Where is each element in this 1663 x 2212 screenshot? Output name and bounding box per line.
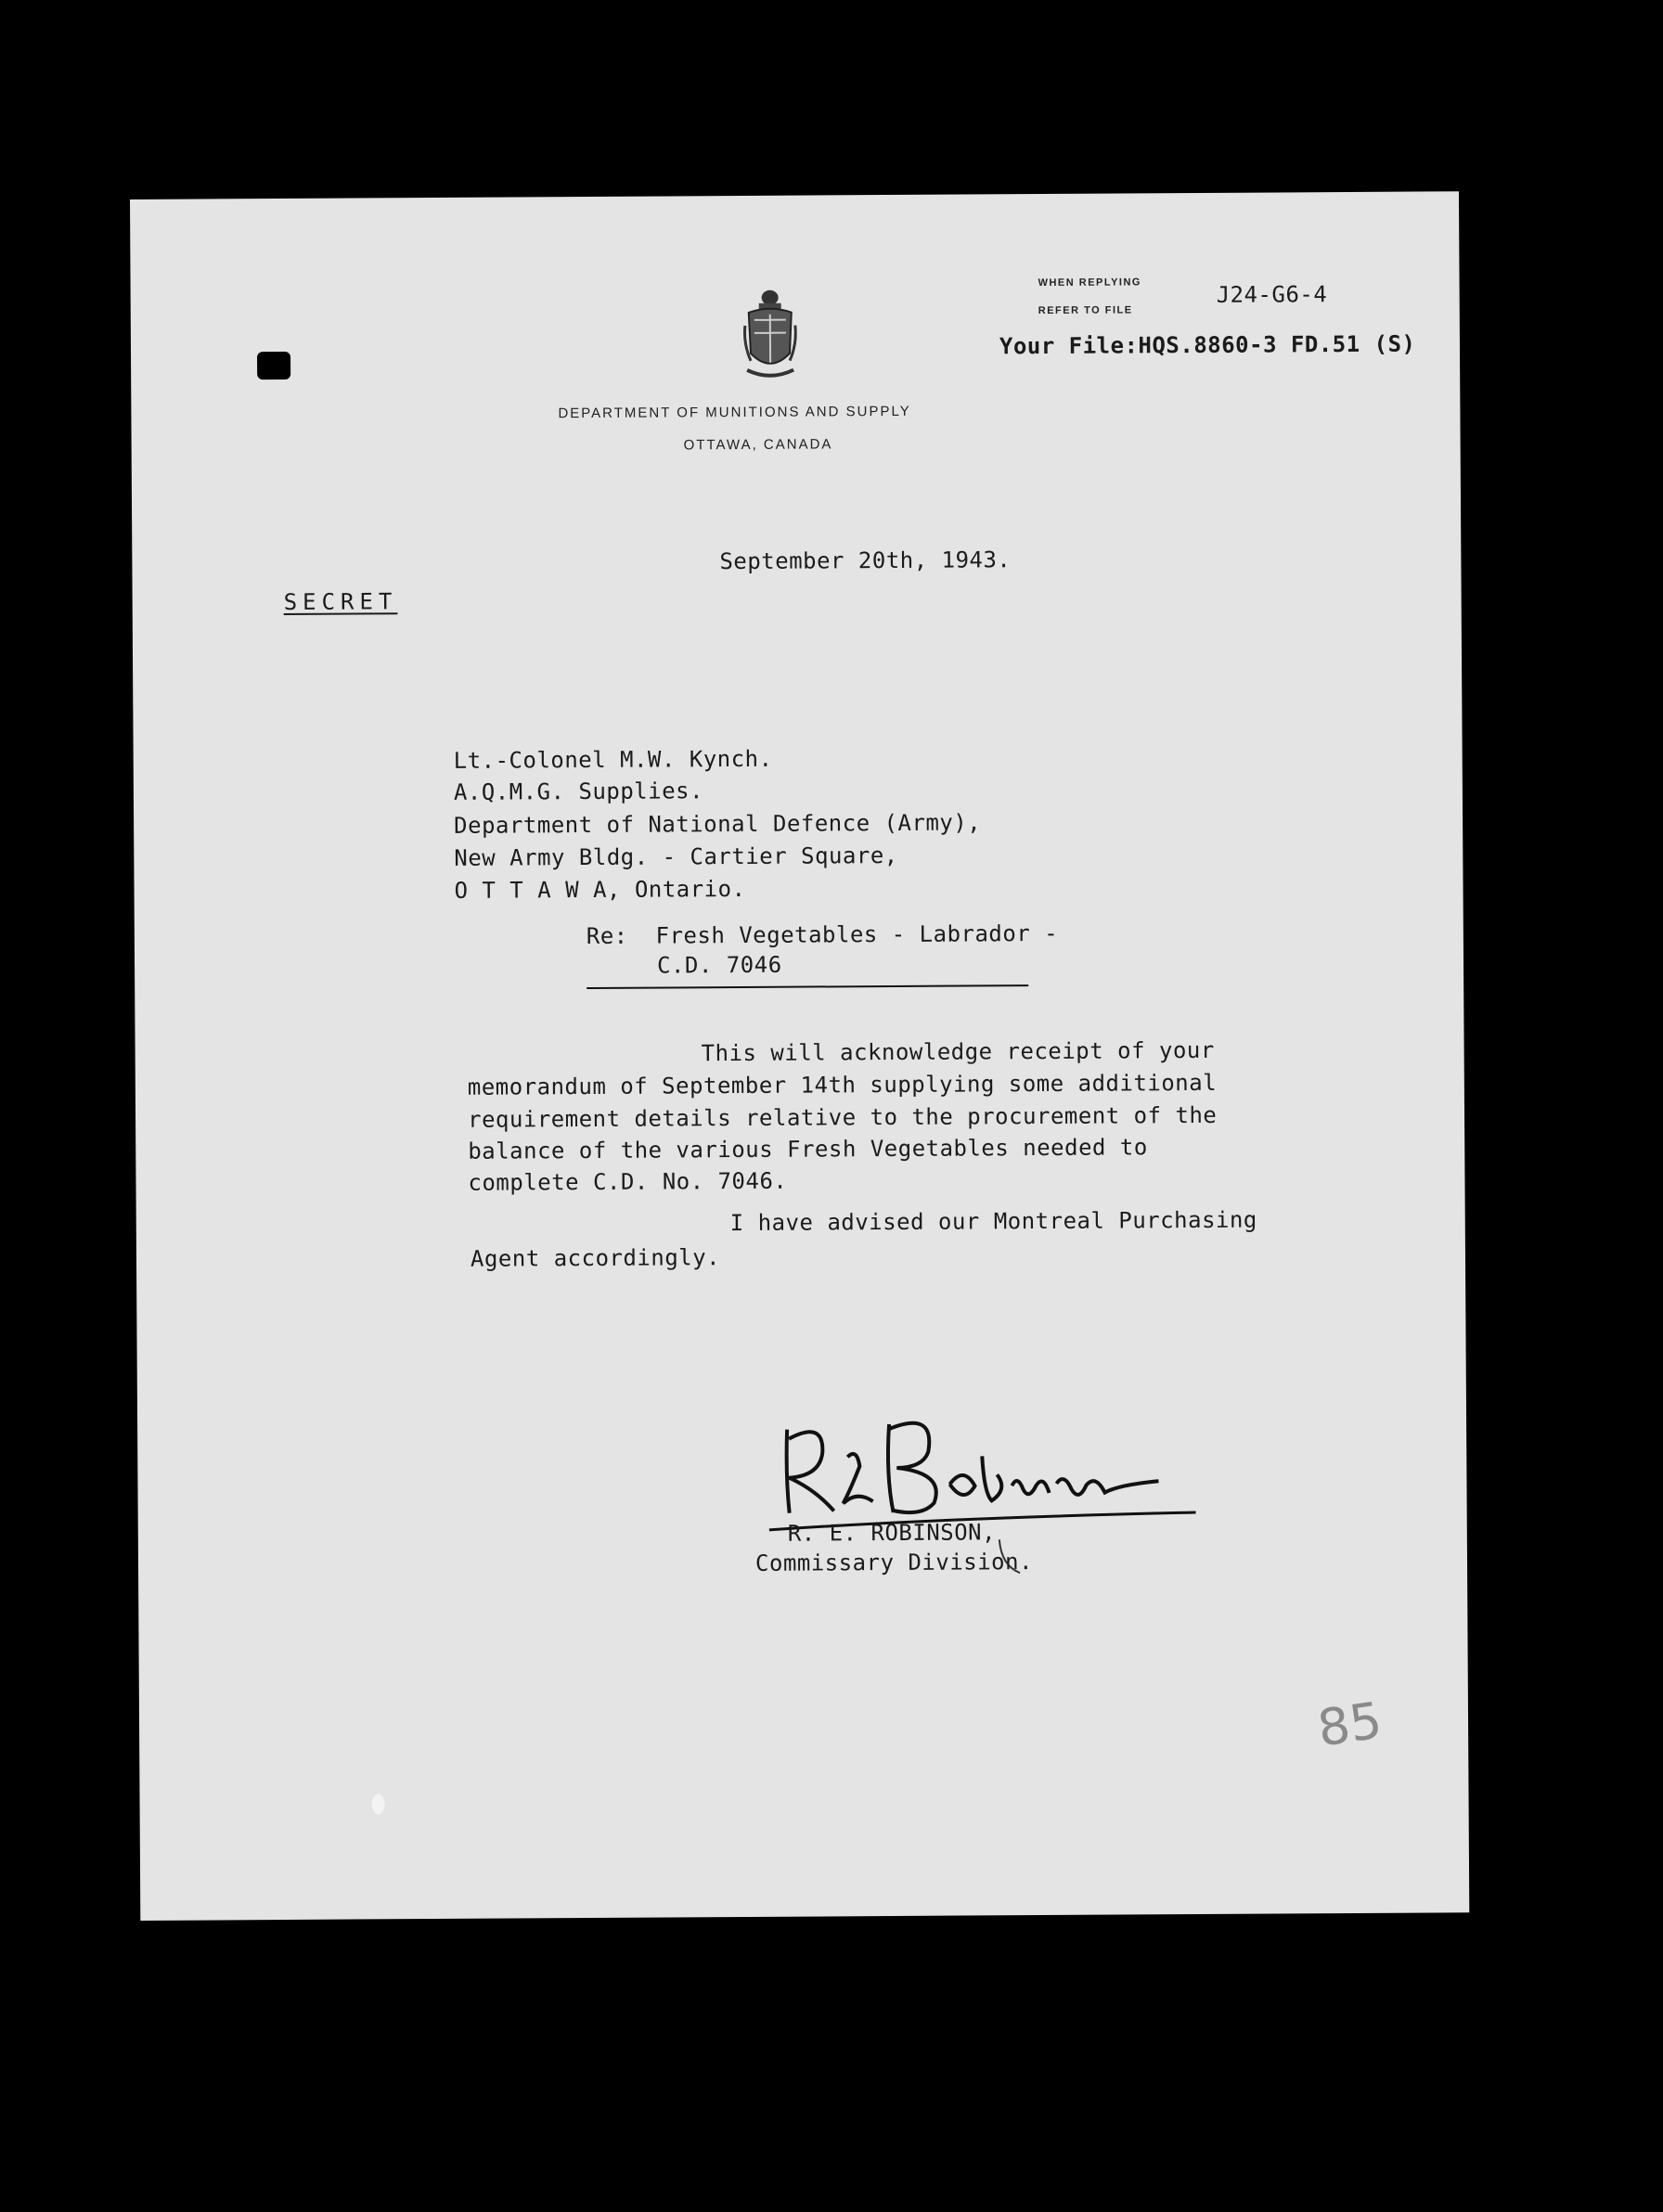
your-file-reference: Your File:HQS.8860-3 FD.51 (S) <box>999 330 1416 360</box>
body-paragraph-1-line-2: memorandum of September 14th supplying some additional <box>467 1069 1218 1100</box>
recipient-line-5: O T T A W A, Ontario. <box>454 875 746 904</box>
classification-stamp: SECRET <box>283 588 398 615</box>
subject-line-1: Re: Fresh Vegetables - Labrador - <box>586 920 1059 950</box>
department-location: OTTAWA, CANADA <box>683 436 833 454</box>
recipient-line-3: Department of National Defence (Army), <box>454 809 982 839</box>
recipient-line-2: A.Q.M.G. Supplies. <box>453 778 704 805</box>
department-name: DEPARTMENT OF MUNITIONS AND SUPPLY <box>558 403 911 422</box>
subject-line-2: C.D. 7046 <box>656 951 782 979</box>
letter-page <box>130 191 1469 1921</box>
recipient-line-4: New Army Bldg. - Cartier Square, <box>454 842 898 871</box>
page-number: 85 <box>1313 1691 1386 1758</box>
body-paragraph-1-line-1: This will acknowledge receipt of your <box>701 1036 1215 1067</box>
coat-of-arms-icon <box>743 289 798 385</box>
subject-underline <box>587 984 1028 989</box>
body-paragraph-1-line-4: balance of the various Fresh Vegetables needed to <box>468 1134 1148 1164</box>
body-paragraph-1-line-5: complete C.D. No. 7046. <box>468 1167 788 1196</box>
body-paragraph-2-line-1: I have advised our Montreal Purchasing <box>729 1206 1257 1237</box>
body-paragraph-2-line-2: Agent accordingly. <box>470 1244 721 1272</box>
signatory-name: R. E. ROBINSON, <box>787 1519 997 1547</box>
paper-smudge <box>372 1794 385 1814</box>
file-number: J24-G6-4 <box>1216 281 1328 308</box>
body-paragraph-1-line-3: requirement details relative to the procurement of the <box>467 1101 1218 1133</box>
signatory-title: Commissary Division. <box>754 1549 1034 1576</box>
reply-label-1: WHEN REPLYING <box>1038 276 1141 289</box>
letter-date: September 20th, 1943. <box>719 547 1012 575</box>
ink-blot <box>257 352 290 379</box>
reply-label-2: REFER TO FILE <box>1038 304 1133 317</box>
recipient-line-1: Lt.-Colonel M.W. Kynch. <box>453 745 773 774</box>
